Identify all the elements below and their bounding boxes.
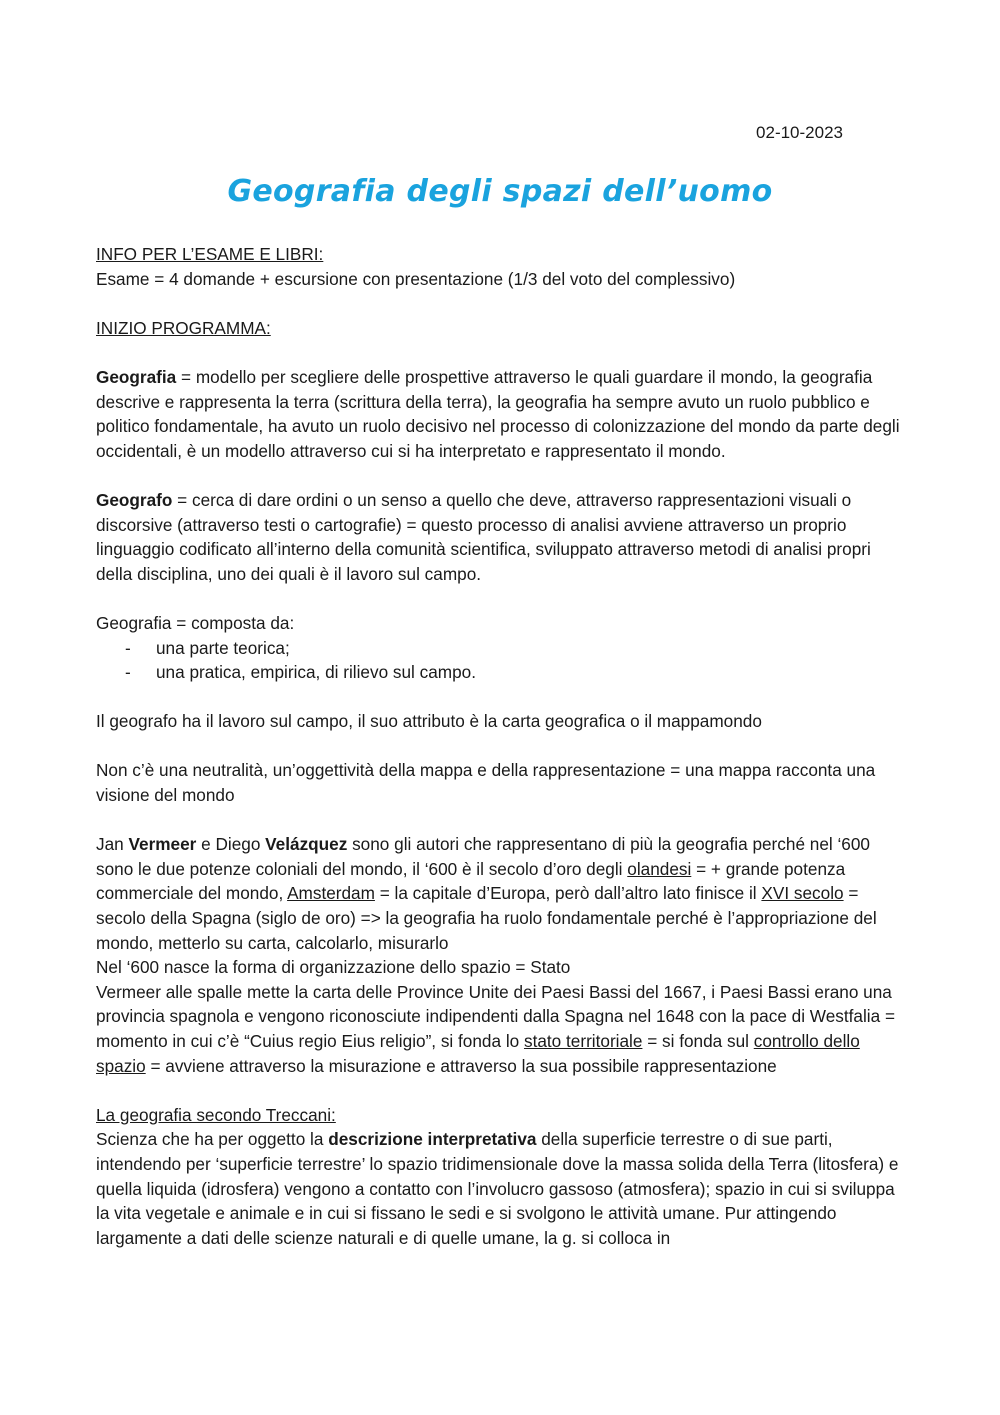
text-run: = secolo della Spagna (siglo de oro) => la geografia ha ruolo fondamentale perché è l’appropriazione del mondo, metterlo su carta, calcolarlo, misurarlo (96, 883, 877, 953)
list-item (96, 660, 911, 685)
descrizione-interpretativa-bold: descrizione interpretativa (328, 1129, 537, 1150)
westfalia-paragraph (96, 980, 911, 1078)
xvi-secolo-underlined: XVI secolo (761, 883, 844, 904)
stato-territoriale-underlined: stato territoriale (523, 1031, 643, 1051)
list-dash: - (125, 637, 131, 658)
text-run: sono gli autori che rappresentano di più la geografia perché nel ‘600 sono le due potenze coloniali del mondo, il ‘600 è il secolo d’oro degli (96, 834, 870, 879)
list-item-text: una pratica, empirica, di rilievo sul campo. (156, 662, 477, 683)
programma-heading: INIZIO PROGRAMMA: (96, 317, 271, 338)
document-date: 02-10-2023 (756, 123, 843, 142)
spacer (96, 586, 911, 611)
text-run: e Diego (196, 834, 266, 855)
amsterdam-underlined: Amsterdam (287, 883, 375, 904)
stato-paragraph: Nel ‘600 nasce la forma di organizzazione dello spazio = Stato (96, 957, 571, 978)
composta-intro: Geografia = composta da: (96, 612, 295, 633)
info-text: Esame = 4 domande + escursione con presentazione (1/3 del voto del complessivo) (96, 268, 736, 289)
attributo-paragraph: Il geografo ha il lavoro sul campo, il suo attributo è la carta geografica o il mappamondo (96, 711, 762, 732)
spacer (96, 808, 911, 833)
document-body (96, 242, 911, 1250)
geografo-definition: = cerca di dare ordini o un senso a quello che deve, attraverso rappresentazioni visuali o discorsive (attraverso testi o cartografie) = questo processo di analisi avviene attraverso un proprio linguaggio codificato all’interno della comunità scientifica, sviluppato attraverso metodi di analisi propri della disciplina, uno dei quali è il lavoro sul campo. (96, 489, 871, 584)
text-run: della superficie terrestre o di sue parti, intendendo per ‘superficie terrestre’ lo spazio tridimensionale dove la massa solida della Terra (litosfera) e quella liquida (idrosfera) vengono a contatto con l’involucro gassoso (atmosfera); spazio in cui si sviluppa la vita vegetale e animale e in cui si fissano le sedi e si svolgono le attività umane. Pur attingendo largamente a dati delle scienze naturali e di quelle umane, la g. si colloca in (96, 1129, 899, 1248)
list-item-text: una parte teorica; (156, 637, 290, 658)
controllo-spazio-underlined: controllo dello spazio (96, 1031, 860, 1076)
neutralita-paragraph: Non c’è una neutralità, un’oggettività della mappa e della rappresentazione = una mappa racconta una visione del mondo (96, 760, 876, 806)
geografo-paragraph (96, 488, 911, 586)
vermeer-paragraph (96, 832, 911, 955)
spacer (96, 734, 911, 759)
velazquez-name: Velázquez (265, 834, 348, 855)
geografia-paragraph (96, 365, 911, 463)
spacer (96, 340, 911, 365)
treccani-paragraph (96, 1127, 911, 1250)
list-dash: - (125, 662, 131, 683)
spacer (96, 1078, 911, 1103)
text-run: = si fonda sul (642, 1031, 754, 1051)
treccani-heading: La geografia secondo Treccani: (96, 1104, 336, 1125)
vermeer-name: Vermeer (128, 834, 197, 855)
spacer (96, 291, 911, 316)
geografia-definition: = modello per scegliere delle prospettive attraverso le quali guardare il mondo, la geografia descrive e rappresenta la terra (scrittura della terra), la geografia ha sempre avuto un ruolo pubblico e politico fondamentale, ha avuto un ruolo decisivo nel processo di colonizzazione del mondo da parte degli occidentali, è un modello attraverso cui si ha interpretato e rappresentato il mondo. (96, 366, 900, 461)
info-heading: INFO PER L’ESAME E LIBRI: (96, 244, 324, 264)
text-run: = + grande potenza commerciale del mondo, (96, 858, 846, 904)
text-run: = la capitale d’Europa, però dall’altro lato finisce il (374, 883, 762, 904)
geografia-term: Geografia (96, 366, 177, 387)
text-run: Scienza che ha per oggetto la (96, 1129, 329, 1150)
document-title: Geografia degli spazi dell’uomo (227, 174, 773, 209)
olandesi-underlined: olandesi (627, 858, 692, 879)
spacer (96, 685, 911, 710)
text-run: Jan (96, 834, 129, 855)
text-run: Vermeer alle spalle mette la carta delle Province Unite dei Paesi Bassi del 1667, i Paesi Bassi erano una provincia spagnola e vengono riconosciute indipendenti dalla Spagna nel 1648 con la pace di Westfalia = momento in cui c’è “Cuius regio Eius religio”, si fonda lo (96, 981, 895, 1051)
spacer (96, 463, 911, 488)
list-item (96, 636, 911, 661)
text-run: = avviene attraverso la misurazione e attraverso la sua possibile rappresentazione (145, 1055, 777, 1076)
geografo-term: Geografo (96, 489, 173, 510)
